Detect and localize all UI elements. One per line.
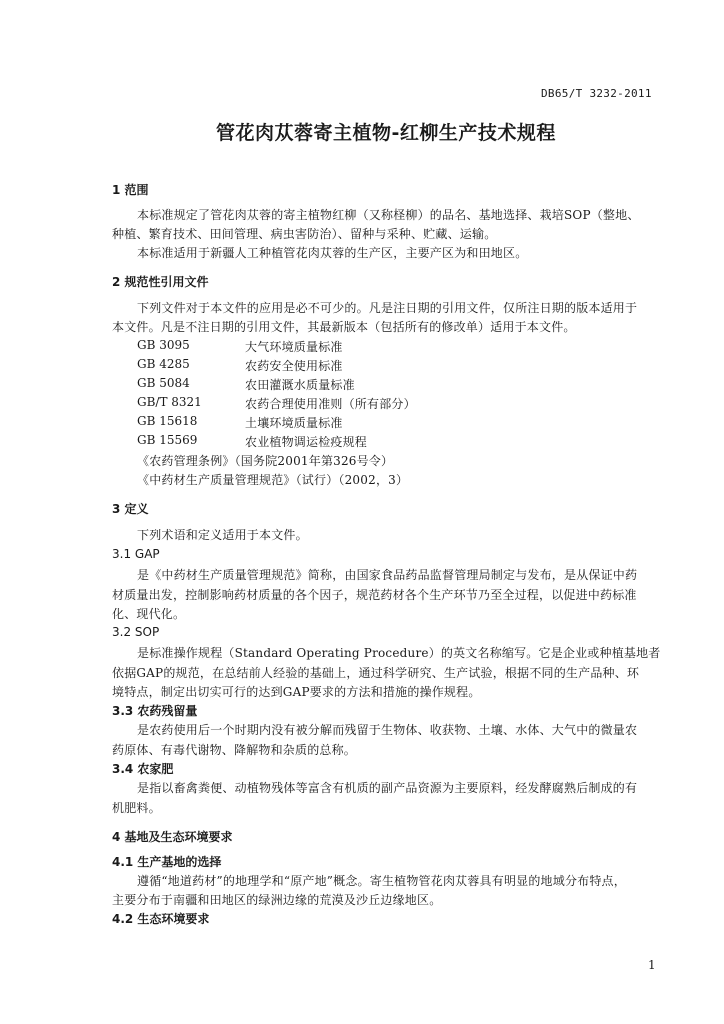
ref-code: GB 5084 xyxy=(137,376,190,390)
page-number: 1 xyxy=(648,958,656,972)
term-3-3-line1: 是农药使用后一个时期内没有被分解而残留于生物体、收获物、土壤、水体、大气中的微量农 xyxy=(137,723,638,737)
ref-code: GB 15618 xyxy=(137,414,198,428)
page-title: 管花肉苁蓉寄主植物-红柳生产技术规程 xyxy=(216,122,556,144)
subsection-4-2-heading: 4.2 生态环境要求 xyxy=(112,912,210,926)
term-3-2-line3: 境特点，制定出切实可行的达到GAP要求的方法和措施的操作规程。 xyxy=(112,685,481,699)
ref-title: 农药安全使用标准 xyxy=(245,359,343,373)
ref-title: 农业植物调运检疫规程 xyxy=(245,435,368,449)
ref-title: 农药合理使用准则（所有部分） xyxy=(245,397,416,411)
term-3-4-heading: 3.4 农家肥 xyxy=(112,762,174,776)
section-4-heading: 4 基地及生态环境要求 xyxy=(112,830,233,844)
section-3-heading: 3 定义 xyxy=(112,502,149,516)
ref-code: GB 15569 xyxy=(137,433,198,447)
sec4-1-line1: 遵循“地道药材”的地理学和“原产地”概念。寄生植物管花肉苁蓉具有明显的地域分布特点， xyxy=(137,874,626,888)
term-3-1-heading: 3.1 GAP xyxy=(112,547,160,561)
sec3-intro: 下列术语和定义适用于本文件。 xyxy=(137,528,308,542)
sec1-para1-line2: 种植、繁育技术、田间管理、病虫害防治）、留种与采种、贮藏、运输。 xyxy=(112,227,497,241)
section-2-heading: 2 规范性引用文件 xyxy=(112,275,209,289)
term-3-4-line2: 机肥料。 xyxy=(112,801,161,815)
term-3-1-line1: 是《中药材生产质量管理规范》简称，由国家食品药品监督管理局制定与发布，是从保证中药 xyxy=(137,568,638,582)
ref-extra-1: 《农药管理条例》（国务院2001年第326号令） xyxy=(137,454,394,468)
sec1-para2: 本标准适用于新疆人工种植管花肉苁蓉的生产区，主要产区为和田地区。 xyxy=(137,246,528,260)
document-code: DB65/T 3232-2011 xyxy=(541,87,652,100)
ref-code: GB/T 8321 xyxy=(137,395,202,409)
term-3-1-line3: 化、现代化。 xyxy=(112,607,186,621)
term-3-2-line2: 依据GAP的规范，在总结前人经验的基础上，通过科学研究、生产试验，根据不同的生产品种、环 xyxy=(112,666,640,680)
ref-title: 土壤环境质量标准 xyxy=(245,416,343,430)
term-3-2-line1: 是标准操作规程（Standard Operating Procedure）的英文名称缩写。它是企业或种植基地者 xyxy=(137,646,661,660)
ref-title: 农田灌溉水质量标准 xyxy=(245,378,355,392)
sec2-intro-line2: 本文件。凡是不注日期的引用文件，其最新版本（包括所有的修改单）适用于本文件。 xyxy=(112,320,576,334)
term-3-3-heading: 3.3 农药残留量 xyxy=(112,704,198,718)
ref-extra-2: 《中药材生产质量管理规范》（试行）（2002，3） xyxy=(137,473,409,487)
section-1-heading: 1 范围 xyxy=(112,183,149,197)
sec1-para1-line1: 本标准规定了管花肉苁蓉的寄主植物红柳（又称柽柳）的品名、基地选择、栽培SOP（整地、 xyxy=(137,208,640,222)
ref-code: GB 3095 xyxy=(137,338,190,352)
term-3-2-heading: 3.2 SOP xyxy=(112,625,160,639)
term-3-1-line2: 材质量出发，控制影响药材质量的各个因子，规范药材各个生产环节乃至全过程，以促进中药标准 xyxy=(112,588,637,602)
term-3-4-line1: 是指以畜禽粪便、动植物残体等富含有机质的副产品资源为主要原料，经发酵腐熟后制成的有 xyxy=(137,781,638,795)
sec4-1-line2: 主要分布于南疆和田地区的绿洲边缘的荒漠及沙丘边缘地区。 xyxy=(112,893,442,907)
term-3-3-line2: 药原体、有毒代谢物、降解物和杂质的总称。 xyxy=(112,743,357,757)
sec2-intro-line1: 下列文件对于本文件的应用是必不可少的。凡是注日期的引用文件，仅所注日期的版本适用于 xyxy=(137,301,638,315)
ref-title: 大气环境质量标准 xyxy=(245,340,343,354)
subsection-4-1-heading: 4.1 生产基地的选择 xyxy=(112,855,222,869)
ref-code: GB 4285 xyxy=(137,357,190,371)
